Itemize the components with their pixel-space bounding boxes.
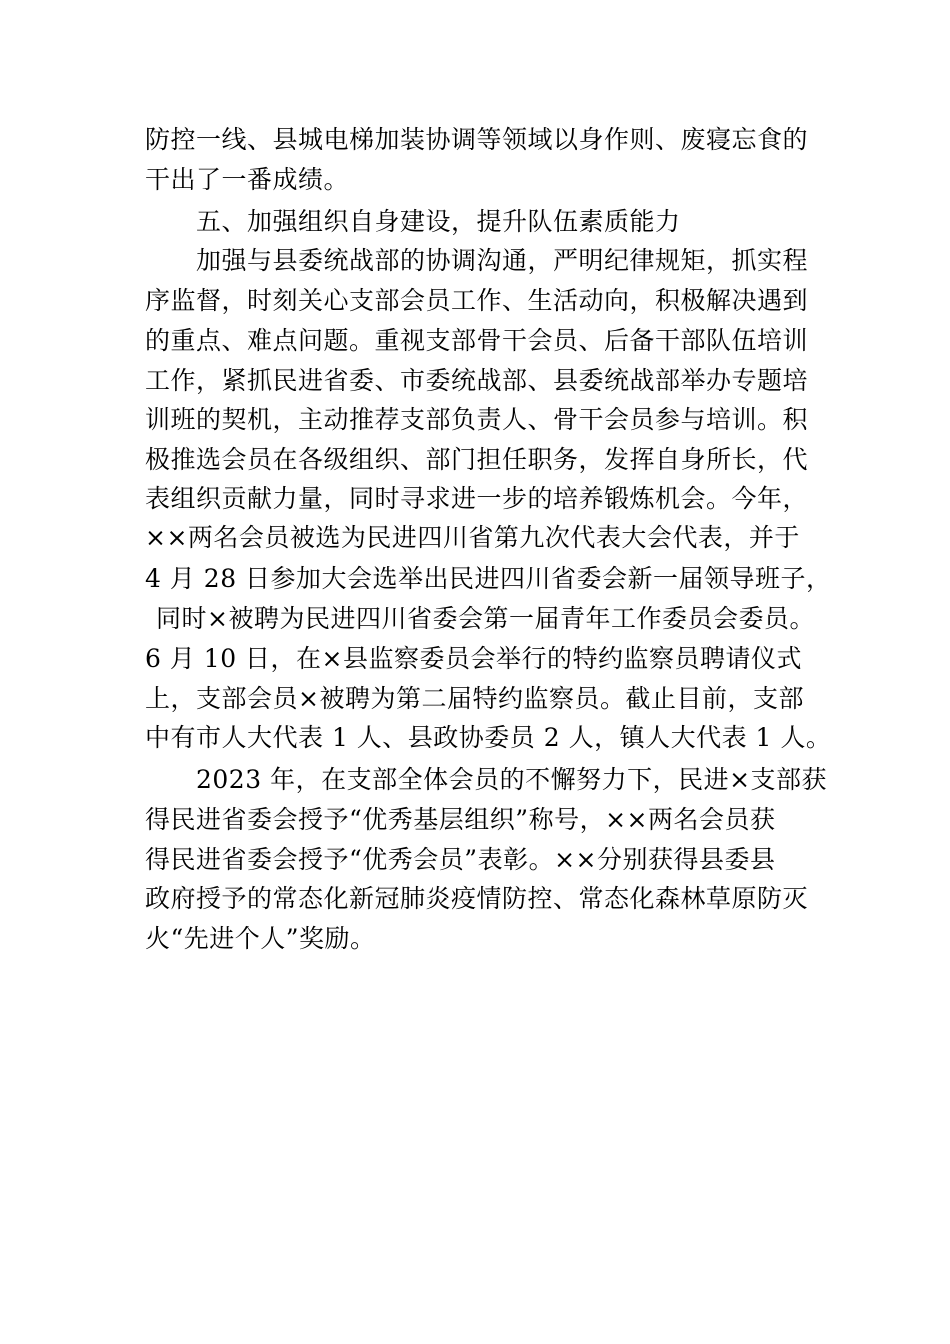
paragraph-line: 得民进省委会授予“优秀基层组织”称号，××两名会员获 xyxy=(145,805,776,834)
paragraph-line: 政府授予的常态化新冠肺炎疫情防控、常态化森林草原防灭 xyxy=(145,884,809,913)
paragraph-line: 2023 年，在支部全体会员的不懈努力下，民进×支部获 xyxy=(196,765,828,794)
paragraph-line: 的重点、难点问题。重视支部骨干会员、后备干部队伍培训 xyxy=(145,326,809,355)
paragraph-line: 得民进省委会授予“优秀会员”表彰。××分别获得县委县 xyxy=(145,845,776,874)
paragraph-line: 序监督，时刻关心支部会员工作、生活动向，积极解决遇到 xyxy=(145,286,809,315)
paragraph-line: 干出了一番成绩。 xyxy=(145,165,350,194)
paragraph-line: 防控一线、县城电梯加装协调等领域以身作则、废寝忘食的 xyxy=(145,125,809,154)
paragraph-line: 极推选会员在各级组织、部门担任职务，发挥自身所长，代 xyxy=(145,445,809,474)
paragraph-line: 工作，紧抓民进省委、市委统战部、县委统战部举办专题培 xyxy=(145,366,809,395)
paragraph-line: 表组织贡献力量，同时寻求进一步的培养锻炼机会。今年， xyxy=(145,484,809,513)
paragraph-line: 上，支部会员×被聘为第二届特约监察员。截止目前，支部 xyxy=(145,684,804,713)
paragraph-line: 训班的契机，主动推荐支部负责人、骨干会员参与培训。积 xyxy=(145,405,809,434)
paragraph-line: 中有市人大代表 1 人、县政协委员 2 人，镇人大代表 1 人。 xyxy=(145,723,832,752)
paragraph-line: ××两名会员被选为民进四川省第九次代表大会代表，并于 xyxy=(145,523,800,552)
paragraph-line: 同时×被聘为民进四川省委会第一届青年工作委员会委员。 xyxy=(156,604,815,633)
paragraph-line: 火“先进个人”奖励。 xyxy=(145,924,376,953)
paragraph-line: 6 月 10 日，在×县监察委员会举行的特约监察员聘请仪式 xyxy=(145,644,803,673)
section-heading: 五、加强组织自身建设，提升队伍素质能力 xyxy=(196,207,681,236)
paragraph-line: 4 月 28 日参加大会选举出民进四川省委会新一届领导班子， xyxy=(145,564,832,593)
paragraph-line: 加强与县委统战部的协调沟通，严明纪律规矩，抓实程 xyxy=(196,246,809,275)
